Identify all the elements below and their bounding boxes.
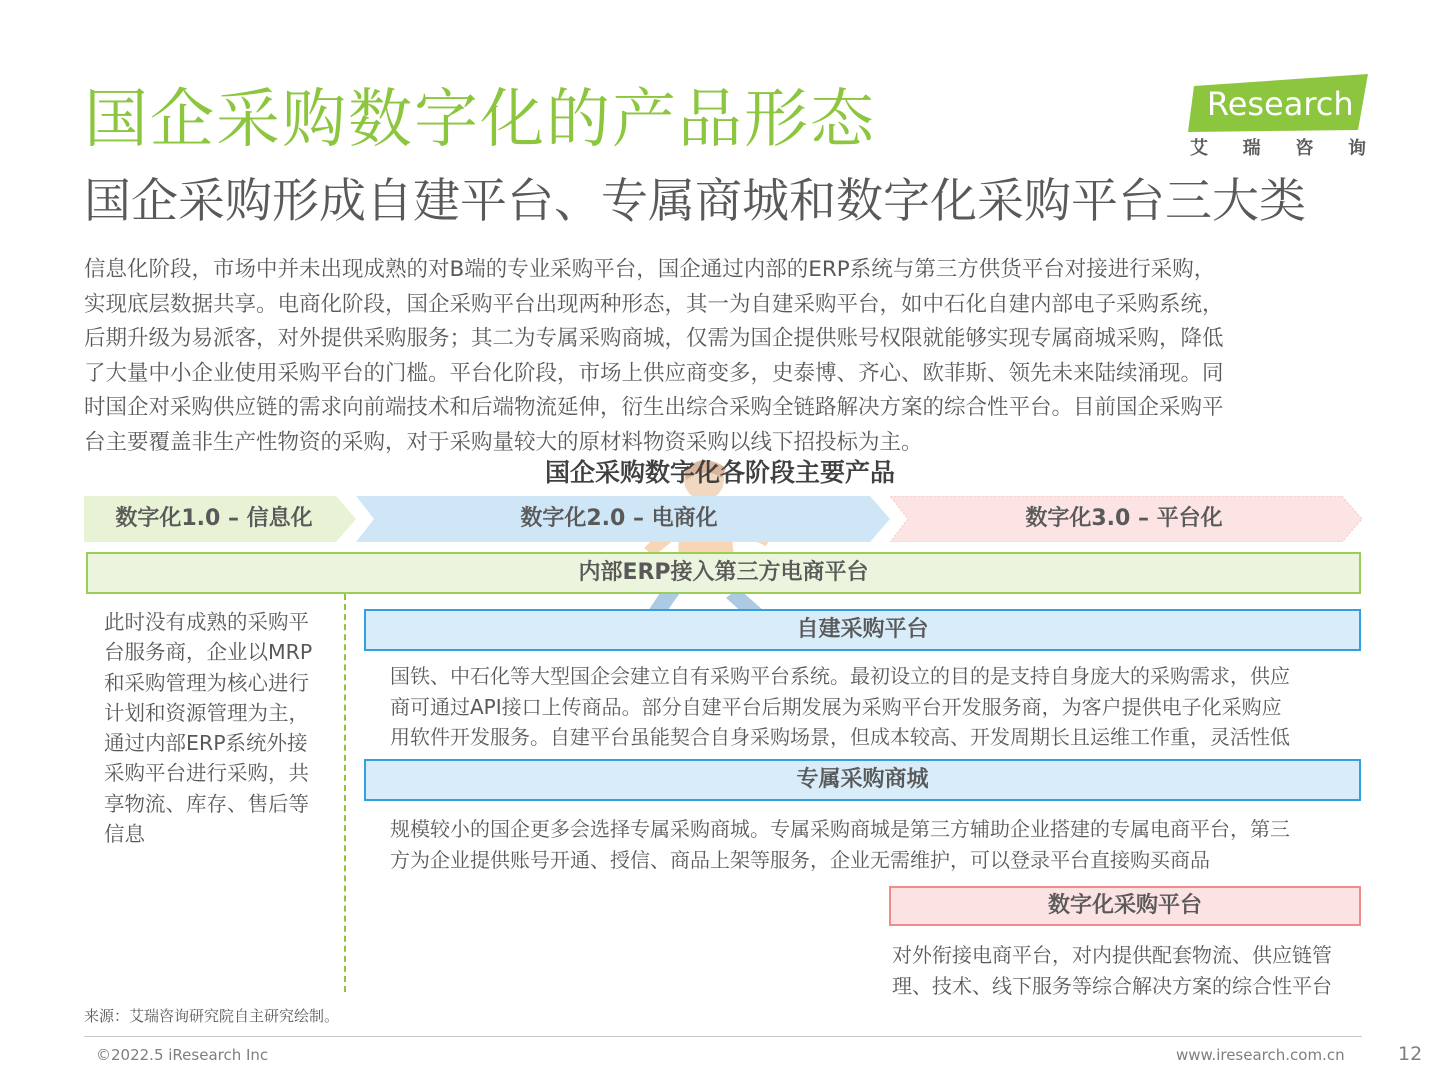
source-note: 来源：艾瑞咨询研究院自主研究绘制。 (84, 1007, 340, 1025)
exclusive-mall-bar: 专属采购商城 (364, 759, 1361, 801)
stage-divider (344, 594, 346, 992)
stage1-description (104, 607, 334, 849)
digital-platform-line: 理、技术、线下服务等综合解决方案的综合性平台 (892, 973, 1332, 998)
logo-prefix: i (1198, 85, 1207, 123)
stage-label-3: 数字化3.0 – 平台化 (1025, 506, 1223, 531)
logo-wordmark (1198, 82, 1354, 126)
stage1-line: 和采购管理为核心进行 (104, 670, 309, 695)
intro-line: 时国企对采购供应链的需求向前端技术和后端物流延伸，衍生出综合采购全链路解决方案的综合性平台。目前国企采购平 (84, 395, 1224, 420)
digital-platform-description (892, 940, 1362, 1001)
intro-line: 信息化阶段，市场中并未出现成熟的对B端的专业采购平台，国企通过内部的ERP系统与第三方供货平台对接进行采购， (84, 257, 1216, 282)
logo-char: 瑞 (1242, 138, 1261, 159)
intro-paragraph (84, 253, 1364, 460)
page-number: 12 (1398, 1043, 1423, 1065)
exclusive-mall-description (390, 814, 1350, 875)
intro-line: 实现底层数据共享。电商化阶段，国企采购平台出现两种形态，其一为自建采购平台，如中石化自建内部电子采购系统， (84, 291, 1224, 317)
page-subtitle: 国企采购形成自建平台、专属商城和数字化采购平台三大类 (84, 174, 1306, 229)
logo-word: Research (1206, 85, 1354, 123)
digital-platform-line: 对外衔接电商平台，对内提供配套物流、供应链管 (892, 943, 1332, 967)
stage1-line: 台服务商，企业以MRP (104, 640, 313, 665)
exclusive-mall-line: 规模较小的国企更多会选择专属采购商城。专属采购商城是第三方辅助企业搭建的专属电商平台，第三 (390, 817, 1290, 841)
stage-label-2: 数字化2.0 – 电商化 (520, 506, 718, 531)
website-link[interactable]: www.iresearch.com.cn (1176, 1046, 1345, 1064)
self-built-line: 商可通过API接口上传商品。部分自建平台后期发展为采购平台开发服务商，为客户提供电子化采购应 (390, 694, 1282, 719)
erp-bar: 内部ERP接入第三方电商平台 (86, 552, 1361, 594)
iresearch-logo (1188, 72, 1368, 164)
exclusive-mall-line: 方为企业提供账号开通、授信、商品上架等服务，企业无需维护，可以登录平台直接购买商品 (390, 847, 1210, 872)
self-built-line: 用软件开发服务。自建平台虽能契合自身采购场景，但成本较高、开发周期长且运维工作重，灵活性低 (390, 725, 1290, 749)
logo-char: 咨 (1295, 138, 1314, 159)
intro-line: 了大量中小企业使用采购平台的门槛。平台化阶段，市场上供应商变多，史泰博、齐心、欧菲斯、领先未来陆续涌现。同 (84, 360, 1224, 386)
stage1-line: 享物流、库存、售后等 (104, 791, 309, 816)
self-built-line: 国铁、中石化等大型国企会建立自有采购平台系统。最初设立的目的是支持自身庞大的采购需求，供应 (390, 664, 1290, 688)
self-built-description (390, 661, 1350, 753)
stage-label-1: 数字化1.0 – 信息化 (115, 506, 313, 531)
logo-char: 艾 (1190, 138, 1208, 159)
stage1-line: 此时没有成熟的采购平 (104, 610, 309, 634)
logo-char: 询 (1347, 138, 1366, 159)
digital-platform-bar: 数字化采购平台 (889, 886, 1361, 926)
logo-chinese (1190, 136, 1366, 162)
page-title: 国企采购数字化的产品形态 (84, 83, 876, 157)
copyright: ©2022.5 iResearch Inc (96, 1046, 269, 1064)
diagram-title: 国企采购数字化各阶段主要产品 (544, 458, 895, 487)
intro-line: 台主要覆盖非生产性物资的采购，对于采购量较大的原材料物资采购以线下招投标为主。 (84, 429, 923, 455)
stage1-line: 通过内部ERP系统外接 (104, 731, 308, 756)
self-built-platform-bar: 自建采购平台 (364, 609, 1361, 651)
stage1-line: 信息 (104, 822, 145, 847)
stage-arrows (84, 496, 1364, 542)
intro-line: 后期升级为易派客，对外提供采购服务；其二为专属采购商城，仅需为国企提供账号权限就能够实现专属商城采购，降低 (84, 326, 1224, 351)
footer-divider (84, 1036, 1362, 1037)
stage1-line: 计划和资源管理为主， (104, 700, 309, 725)
stage1-line: 采购平台进行采购，共 (104, 761, 309, 786)
